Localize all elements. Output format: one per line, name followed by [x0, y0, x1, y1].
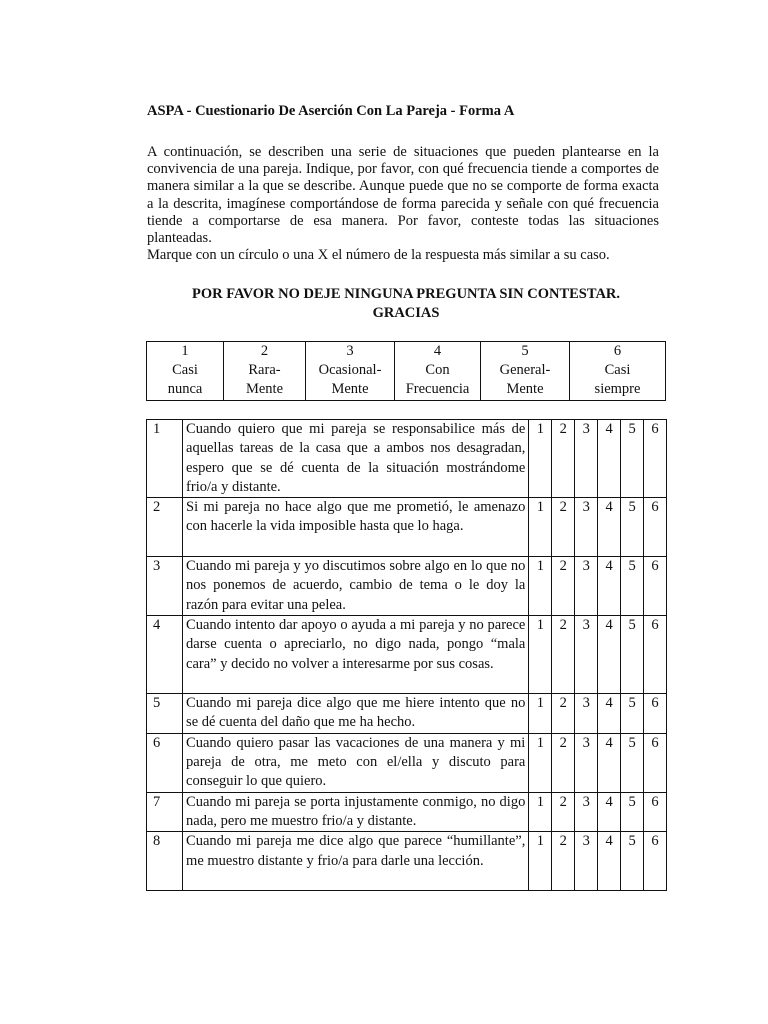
answer-option-1[interactable]: 1	[529, 616, 552, 694]
scale-row	[147, 342, 666, 401]
answer-option-5[interactable]: 5	[621, 616, 644, 694]
answer-option-2[interactable]: 2	[552, 694, 575, 734]
answer-option-1[interactable]: 1	[529, 733, 552, 792]
answer-option-5[interactable]: 5	[621, 498, 644, 557]
question-text: Cuando intento dar apoyo o ayuda a mi pareja y no parece darse cuenta o apreciarlo, no digo nada, pongo “mala cara” y decido no volver a interesarme por sus cosas.	[183, 616, 529, 694]
question-text: Cuando mi pareja dice algo que me hiere intento que no se dé cuenta del daño que me ha hecho.	[183, 694, 529, 734]
question-text: Cuando quiero pasar las vacaciones de una manera y mi pareja de otra, me meto con el/ella y discuto para conseguir lo que quiero.	[183, 733, 529, 792]
answer-option-5[interactable]: 5	[621, 792, 644, 832]
notice-banner	[147, 285, 665, 323]
intro-paragraph: A continuación, se describen una serie de situaciones que pueden plantearse en la convivencia de una pareja. Indique, por favor, con qué frecuencia tiende a comportes de manera similar a la que se describe. Aunque puede que no se comporte de forma exacta a la descrita, imagínese comportándose de forma parecida y señale con qué frecuencia tiende a comportarse de esa manera. Por favor, conteste todas las situaciones planteadas.	[147, 144, 659, 247]
answer-option-5[interactable]: 5	[621, 420, 644, 498]
answer-option-4[interactable]: 4	[598, 616, 621, 694]
answer-option-1[interactable]: 1	[529, 792, 552, 832]
question-number: 7	[147, 792, 183, 832]
answer-option-3[interactable]: 3	[575, 557, 598, 616]
answer-option-5[interactable]: 5	[621, 694, 644, 734]
scale-number: 2	[260, 343, 269, 359]
answer-option-1[interactable]: 1	[529, 832, 552, 891]
question-number: 1	[147, 420, 183, 498]
scale-label-line1: Ocasional-	[318, 362, 382, 378]
answer-option-5[interactable]: 5	[621, 557, 644, 616]
answer-option-3[interactable]: 3	[575, 616, 598, 694]
answer-option-6[interactable]: 6	[644, 420, 667, 498]
question-row	[147, 694, 667, 734]
answer-option-6[interactable]: 6	[644, 498, 667, 557]
question-text: Cuando mi pareja me dice algo que parece “humillante”, me muestro distante y frio/a para darle una lección.	[183, 832, 529, 891]
answer-option-6[interactable]: 6	[644, 733, 667, 792]
answer-option-2[interactable]: 2	[552, 498, 575, 557]
answer-option-4[interactable]: 4	[598, 498, 621, 557]
intro-instruction: Marque con un círculo o una X el número de la respuesta más similar a su caso.	[147, 247, 610, 264]
answer-option-6[interactable]: 6	[644, 832, 667, 891]
answer-option-1[interactable]: 1	[529, 420, 552, 498]
scale-number: 6	[613, 343, 622, 359]
question-row	[147, 498, 667, 557]
answer-option-4[interactable]: 4	[598, 792, 621, 832]
question-row	[147, 557, 667, 616]
answer-option-4[interactable]: 4	[598, 420, 621, 498]
scale-cell	[224, 342, 306, 401]
questionnaire-table	[146, 419, 667, 891]
answer-option-2[interactable]: 2	[552, 557, 575, 616]
answer-option-3[interactable]: 3	[575, 420, 598, 498]
question-row	[147, 616, 667, 694]
scale-label-line2: Frecuencia	[405, 381, 470, 397]
answer-option-6[interactable]: 6	[644, 557, 667, 616]
scale-cell	[481, 342, 570, 401]
answer-option-3[interactable]: 3	[575, 733, 598, 792]
scale-number: 3	[346, 343, 354, 359]
scale-label-line1: Rara-	[248, 362, 281, 378]
answer-option-4[interactable]: 4	[598, 733, 621, 792]
question-number: 5	[147, 694, 183, 734]
question-row	[147, 733, 667, 792]
question-row	[147, 792, 667, 832]
answer-option-1[interactable]: 1	[529, 557, 552, 616]
question-text: Cuando quiero que mi pareja se responsabilice más de aquellas tareas de la casa que a ambos nos desagradan, espero que se dé cuenta de la situación mostrándome frio/a y distante.	[183, 420, 529, 498]
answer-option-4[interactable]: 4	[598, 832, 621, 891]
answer-option-5[interactable]: 5	[621, 733, 644, 792]
answer-option-6[interactable]: 6	[644, 694, 667, 734]
scale-cell	[147, 342, 224, 401]
answer-option-6[interactable]: 6	[644, 792, 667, 832]
intro-section	[147, 144, 659, 264]
scale-number: 5	[521, 343, 529, 359]
scale-number: 4	[433, 343, 442, 359]
scale-label-line2: Mente	[245, 381, 284, 397]
scale-number: 1	[181, 343, 189, 359]
scale-label-line2: nunca	[167, 381, 203, 397]
answer-option-4[interactable]: 4	[598, 694, 621, 734]
answer-option-1[interactable]: 1	[529, 694, 552, 734]
scale-label-line2: siempre	[594, 381, 641, 397]
answer-option-3[interactable]: 3	[575, 792, 598, 832]
frequency-scale-table	[146, 341, 666, 401]
question-text: Si mi pareja no hace algo que me prometió, le amenazo con hacerle la vida imposible hasta que lo haga.	[183, 498, 529, 557]
notice-line-2: GRACIAS	[372, 305, 440, 321]
document-title: ASPA - Cuestionario De Aserción Con La Pareja - Forma A	[147, 103, 515, 119]
question-row	[147, 420, 667, 498]
scale-cell	[570, 342, 666, 401]
question-number: 3	[147, 557, 183, 616]
scale-label-line1: Casi	[172, 362, 198, 378]
question-text: Cuando mi pareja se porta injustamente conmigo, no digo nada, pero me muestro frio/a y distante.	[183, 792, 529, 832]
scale-label-line1: Casi	[604, 362, 631, 378]
scale-label-line2: Mente	[331, 381, 369, 397]
answer-option-1[interactable]: 1	[529, 498, 552, 557]
scale-label-line1: General-	[499, 362, 551, 378]
question-text: Cuando mi pareja y yo discutimos sobre algo en lo que no nos ponemos de acuerdo, cambio de tema o le doy la razón para evitar una pelea.	[183, 557, 529, 616]
answer-option-3[interactable]: 3	[575, 694, 598, 734]
question-row	[147, 832, 667, 891]
scale-label-line2: Mente	[506, 381, 544, 397]
answer-option-3[interactable]: 3	[575, 832, 598, 891]
answer-option-2[interactable]: 2	[552, 792, 575, 832]
scale-cell	[306, 342, 395, 401]
question-number: 2	[147, 498, 183, 557]
question-number: 8	[147, 832, 183, 891]
scale-cell	[395, 342, 481, 401]
answer-option-2[interactable]: 2	[552, 616, 575, 694]
answer-option-2[interactable]: 2	[552, 733, 575, 792]
scale-label-line1: Con	[425, 362, 450, 378]
question-number: 6	[147, 733, 183, 792]
question-number: 4	[147, 616, 183, 694]
answer-option-3[interactable]: 3	[575, 498, 598, 557]
answer-option-4[interactable]: 4	[598, 557, 621, 616]
notice-line-1: POR FAVOR NO DEJE NINGUNA PREGUNTA SIN CONTESTAR.	[191, 286, 621, 302]
answer-option-5[interactable]: 5	[621, 832, 644, 891]
answer-option-6[interactable]: 6	[644, 616, 667, 694]
answer-option-2[interactable]: 2	[552, 420, 575, 498]
answer-option-2[interactable]: 2	[552, 832, 575, 891]
